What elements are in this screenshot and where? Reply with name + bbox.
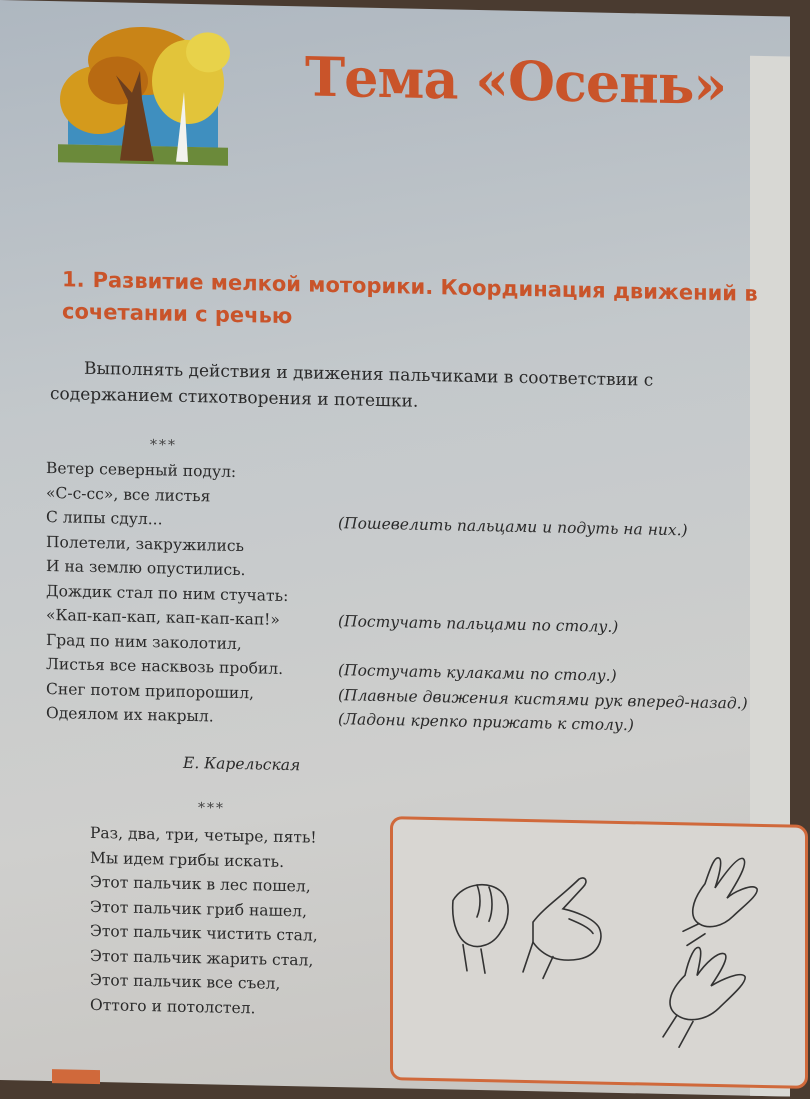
poem2-line: Этот пальчик все съел, bbox=[90, 970, 281, 993]
poem1-line-note: (Постучать кулаками по столу.) bbox=[338, 661, 617, 685]
poem2-stars: *** bbox=[198, 800, 225, 817]
poem1-line-text: Одеялом их накрыл. bbox=[46, 703, 214, 726]
poem2 bbox=[90, 824, 318, 1025]
poem2-line: Оттого и потолстел. bbox=[90, 995, 256, 1017]
poem1-line-text: Полетели, закружились bbox=[46, 532, 244, 555]
poem1-stars: *** bbox=[150, 437, 177, 454]
hand-gesture-icon bbox=[393, 819, 805, 1086]
section-heading-text: Развитие мелкой моторики. Координация движений в сочетании с речью bbox=[62, 267, 758, 329]
poem2-line: Этот пальчик чистить стал, bbox=[90, 921, 318, 945]
poem1-line-text: Дождик стал по ним стучать: bbox=[46, 581, 289, 605]
section-heading bbox=[62, 263, 762, 342]
section-number: 1. bbox=[62, 267, 85, 292]
poem1-line-text: Снег потом припорошил, bbox=[46, 679, 254, 702]
poem1-line-text: С липы сдул... bbox=[46, 507, 163, 529]
poem1-line-text: Ветер северный подул: bbox=[46, 458, 237, 481]
poem1-line-note: (Пошевелить пальцами и подуть на них.) bbox=[338, 514, 688, 540]
poem2-line: Раз, два, три, четыре, пять! bbox=[90, 823, 317, 847]
poem1-line-text: «С-с-сс», все листья bbox=[46, 483, 211, 505]
poem1-line-text: «Кап-кап-кап, кап-кап-кап!» bbox=[46, 605, 280, 629]
poem1-line-note: (Ладони крепко прижать к столу.) bbox=[338, 710, 634, 735]
poem2-line: Этот пальчик в лес пошел, bbox=[90, 872, 311, 896]
poem2-line: Этот пальчик жарить стал, bbox=[90, 946, 314, 970]
intro-paragraph: Выполнять действия и движения пальчиками в соответствии с содержанием стихотворения и потешки. bbox=[50, 358, 654, 412]
page-number-tab bbox=[52, 1069, 100, 1084]
poem1-line-text: Град по ним заколотил, bbox=[46, 630, 242, 653]
autumn-tree-icon bbox=[58, 19, 238, 173]
poem2-line: Мы идем грибы искать. bbox=[90, 848, 285, 871]
poem1-line bbox=[46, 703, 634, 735]
poem1-line-note: (Плавные движения кистями рук вперед-назад.) bbox=[338, 685, 748, 713]
poem1-author: Е. Карельская bbox=[183, 753, 301, 775]
illustration-frame bbox=[390, 816, 808, 1089]
poem2-line: Этот пальчик гриб нашел, bbox=[90, 897, 307, 920]
poem1-line-text: Листья все насквозь пробил. bbox=[46, 654, 284, 678]
poem1-line-text: И на землю опустились. bbox=[46, 556, 246, 580]
poem1 bbox=[46, 458, 748, 735]
page-title: Тема «Осень» bbox=[305, 44, 727, 118]
poem1-line-note: (Постучать пальцами по столу.) bbox=[338, 612, 619, 636]
